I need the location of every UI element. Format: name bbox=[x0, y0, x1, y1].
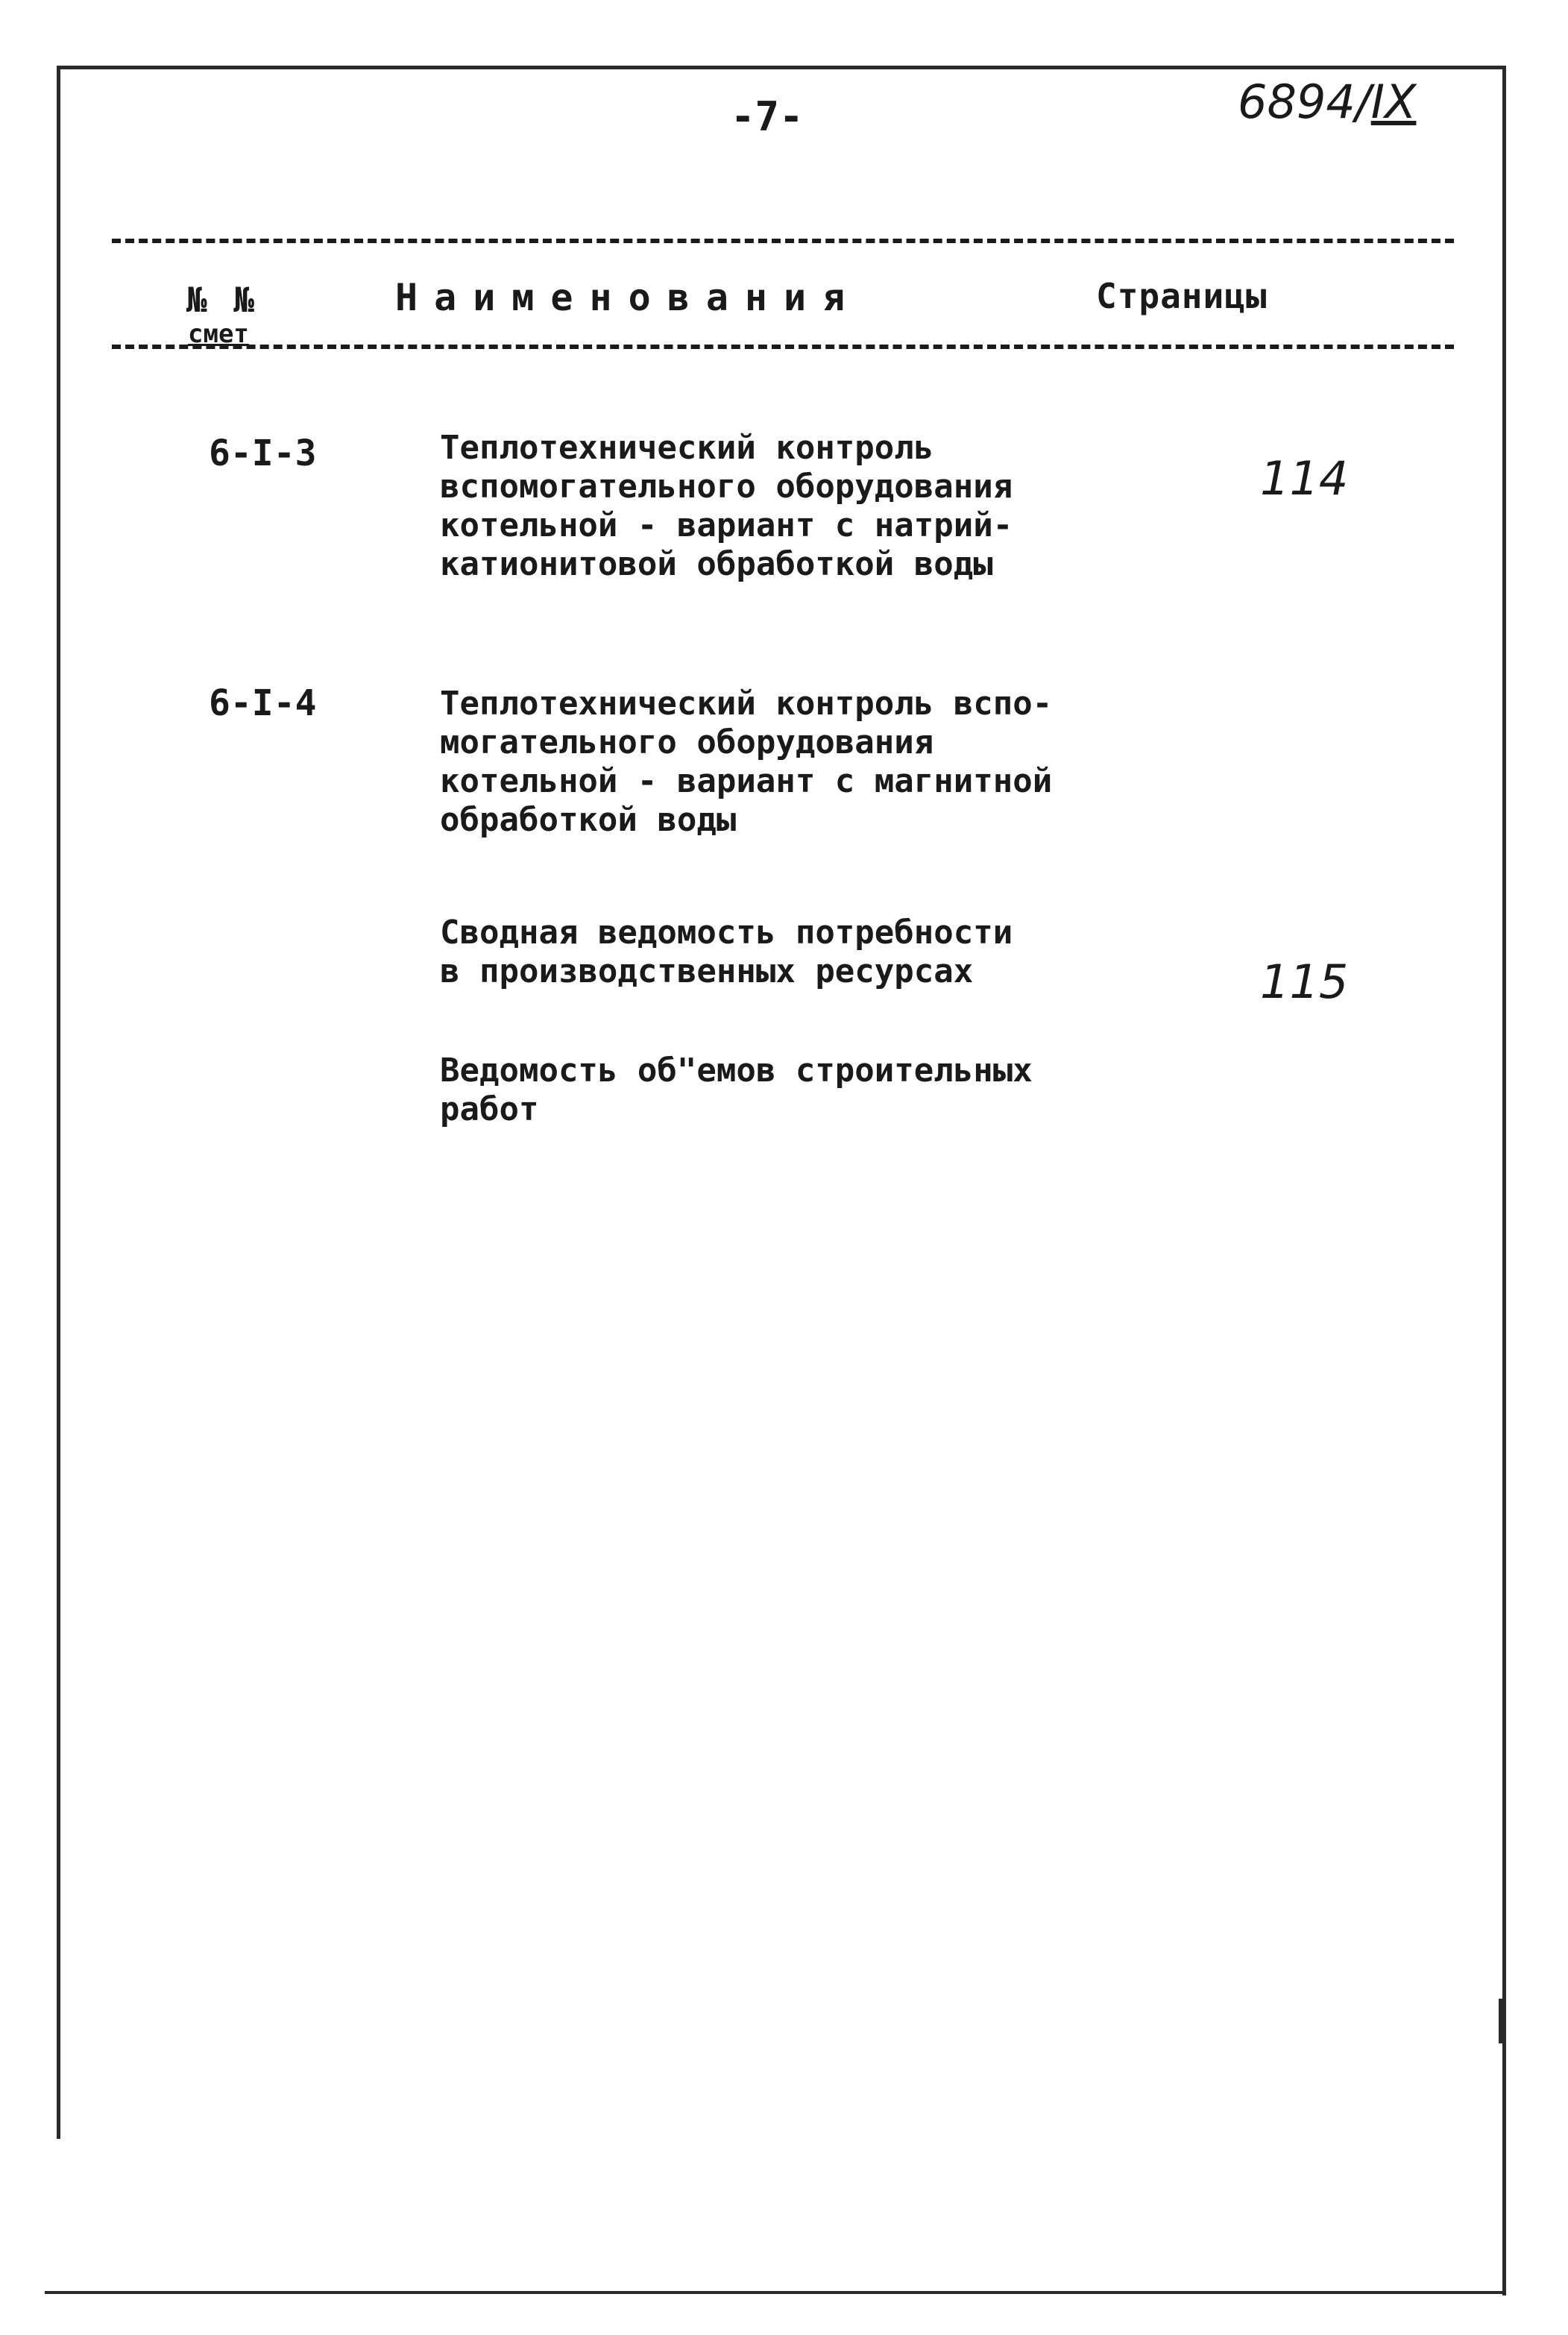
frame-left-line bbox=[57, 66, 60, 2139]
document-code-suffix: IX bbox=[1370, 75, 1417, 129]
row-1-code: 6-I-3 bbox=[209, 433, 317, 474]
frame-bottom-line bbox=[45, 2291, 1506, 2294]
row-1-page: 114 bbox=[1260, 451, 1349, 506]
table-header-bottom-rule bbox=[112, 345, 1454, 349]
frame-top-line bbox=[57, 66, 1506, 69]
document-code-main: 6894/ bbox=[1238, 75, 1371, 129]
frame-tick-mark bbox=[1499, 1999, 1506, 2043]
row-3-page: 115 bbox=[1260, 955, 1349, 1009]
row-2-name: Теплотехнический контроль вспо- могательного оборудования котельной - вариант с магнитной обработкой воды bbox=[440, 685, 1053, 839]
row-1-name: Теплотехнический контроль вспомогательного оборудования котельной - вариант с натрий- катионитовой обработкой воды bbox=[440, 429, 1013, 583]
column-header-name: Наименования bbox=[395, 276, 862, 319]
frame-right-line bbox=[1502, 66, 1506, 2295]
column-header-number: № № bbox=[186, 280, 258, 320]
row-3-name: Сводная ведомость потребности в производственных ресурсах bbox=[440, 914, 1013, 990]
page-number: -7- bbox=[731, 93, 804, 140]
table-header-top-rule bbox=[112, 239, 1454, 243]
row-4-name: Ведомость об"емов строительных работ bbox=[440, 1052, 1033, 1128]
row-2-code: 6-I-4 bbox=[209, 682, 317, 724]
document-code bbox=[1238, 75, 1416, 129]
column-header-number-sub: смет bbox=[188, 319, 249, 349]
column-header-pages: Страницы bbox=[1096, 276, 1268, 316]
